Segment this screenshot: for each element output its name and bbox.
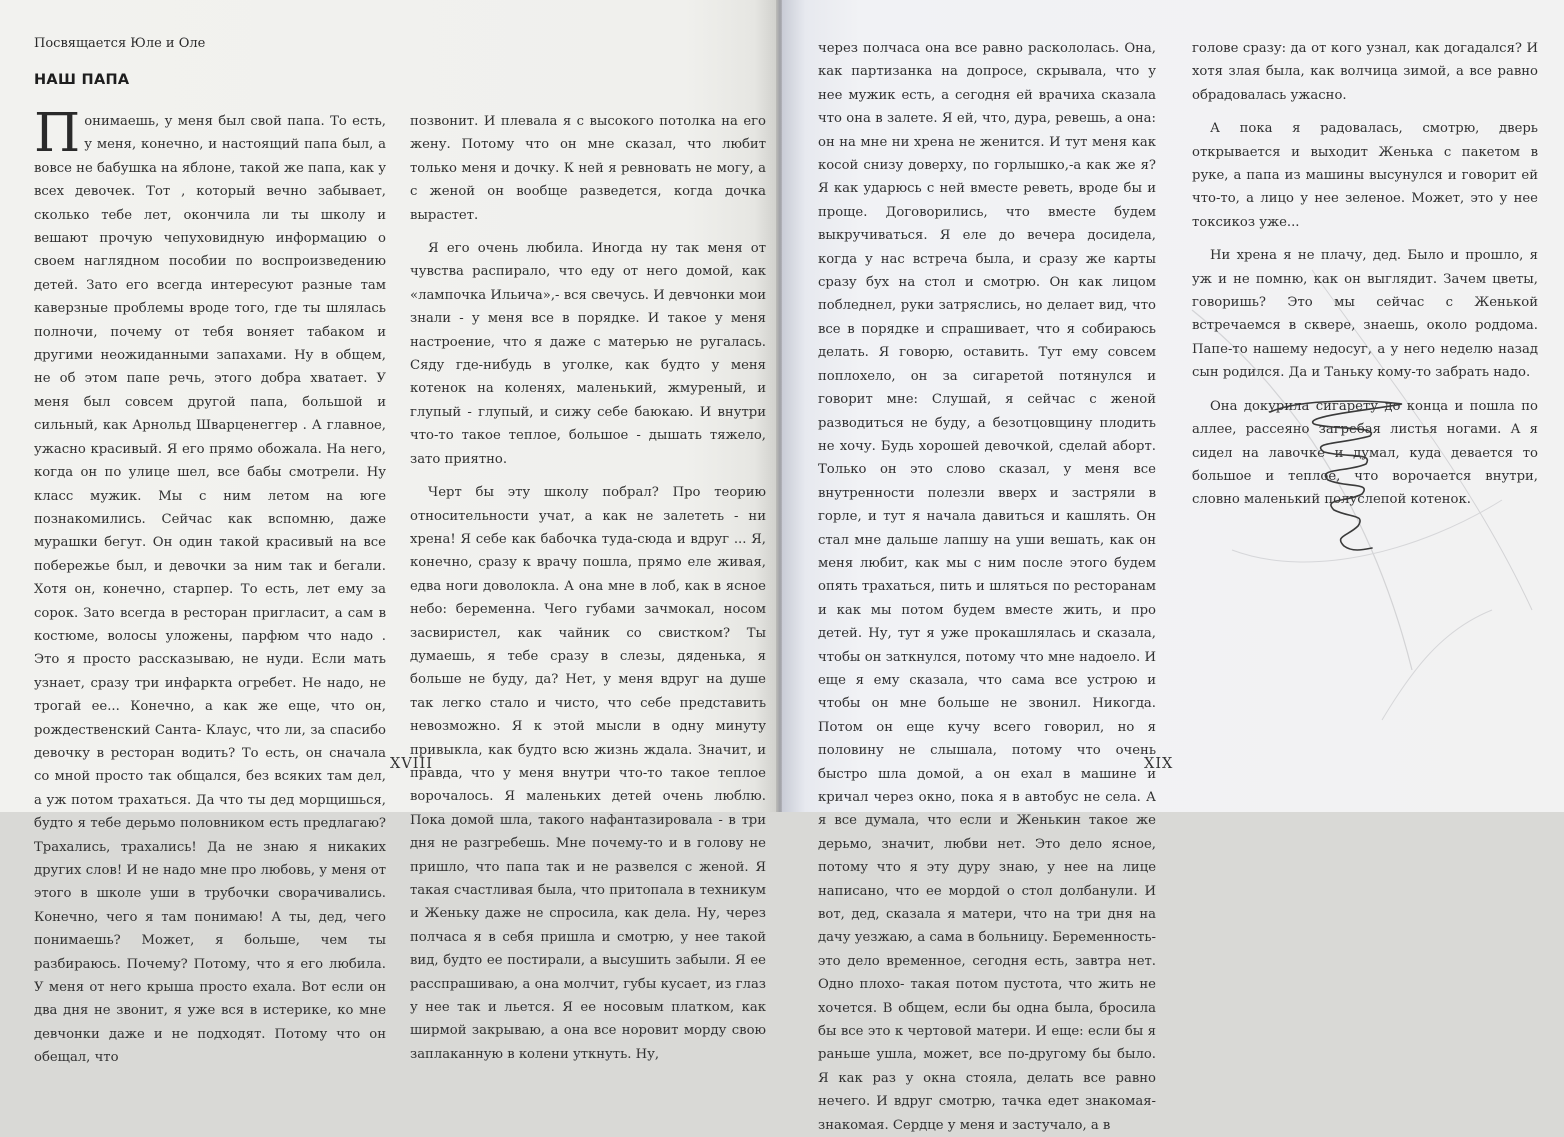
drop-cap: П [34,103,81,164]
paragraph: через полчаса она все равно раскололась. Она, как партизанка на допросе, скрывала, что у нее мужик есть, а сегодня ей врачиха сказала что она в залете. Я ей, что, дура, ревешь, а она: он на мне ни хрена не женится. И тут меня как косой снизу доверху, по горлышко,-а как же я? Я как ударюсь с ней вместе реветь, вроде бы и проще. Договорились, что вместе будем выкручиваться. Я еле до вечера досидела, когда у нас встреча была, и сразу же карты сразу бух на стол и смотрю. Он как лицом побледнел, руки затряслись, но делает вид, что все в порядке и спрашивает, что я собираюсь делать. Я говорю, оставить. Тут ему совсем поплохело, он за сигаретой потянулся и говорит мне: Слушай, я сейчас с женой разводиться не буду, а безотцовщину плодить не хочу. Будь хорошей девочкой, сделай аборт. Только он это слово сказал, у меня все внутренности полезли вверх и застряли в горле, и тут я начала давиться и кашлять. Он стал мне дальше лапшу на уши вешать, как он меня любит, как мы с ним после этого будем опять трахаться, пить и шляться по ресторанам и как мы потом будем вместе жить, и про детей. Ну, тут я уже прокашлялась и сказала, чтобы он заткнулся, потому что мне надоело. И еще я ему сказала, что сама все устрою и чтобы он мне больше не звонил. Никогда. Потом он еще кучу всего говорил, но я половину не слышала, потому что очень быстро шла домой, а он ехал в машине и кричал через окно, пока я в автобус не села. А я все думала, что если и Женькин такое же дерьмо, значит, любви нет. Это дело ясное, потому что я эту дуру знаю, у нее на лице написано, что ее мордой о стол долбанули. И вот, дед, сказала я матери, что на три дня на дачу уезжаю, а сама в больницу. Беременность- это дело временное, сегодня есть, завтра нет. Одно плохо- такая потом пустота, что жить не хочется. В общем, если бы одна была, бросила бы все это к чертовой матери. И еще: если бы я раньше ушла, может, все по-другому бы было. Я как раз у окна стояла, делать все равно нечего. И вдруг смотрю, тачка едет знакомая-знакомая. Сердце у меня и застучало, а в [818,41,1156,1133]
paragraph: позвонит. И плевала я с высокого потолка на его жену. Потому что он мне сказал, что любит только меня и дочку. К ней я ревновать не могу, а с женой он вообще разведется, когда дочка вырастет. [410,114,766,223]
text-column-2 [410,110,766,1066]
paragraph: Ни хрена я не плачу, дед. Было и прошло, я уж и не помню, как он выглядит. Зачем цветы, говоришь? Это мы сейчас с Женькой встречаемся в сквере, знаешь, около роддома. Папе-то нашему недосуг, а у него неделю назад сын родился. Да и Таньку кому-то забрать надо. [1192,248,1538,381]
paragraph: Черт бы эту школу побрал? Про теорию относительности учат, а как не залететь - ни хрена! Я себе как бабочка туда-сюда и вдруг ... Я, конечно, сразу к врачу пошла, прямо еле живая, едва ноги доволокла. А она мне в лоб, как в ясное небо: беременна. Чего губами зачмокал, носом засвиристел, как чайник со свистком? Ты думаешь, я тебе сразу в слезы, дяденька, я больше не буду, да? Нет, у меня вдруг на душе так легко стало и чисто, что себе представить невозможно. Я к этой мысли в одну минуту привыкла, как будто всю жизнь ждала. Значит, и правда, что у меня внутри что-то такое теплое ворочалось. Я маленьких детей очень люблю. Пока домой шла, такого нафантазировала - в три дня не разгребешь. Мне почему-то и в голову не пришло, что папа так и не развелся с женой. Я такая счастливая была, что притопала в техникум и Женьку даже не спросила, как дела. Ну, через полчаса я в себя пришла и смотрю, у нее такой вид, будто ее постирали, а высушить забыли. Я ее расспрашиваю, а она молчит, губы кусает, из глаз у нее так и льется. Я ее носовым платком, как ширмой закрываю, а она все норовит морду свою заплаканную в колени уткнуть. Ну, [410,485,766,1062]
paragraph: Я его очень любила. Иногда ну так меня от чувства распирало, что еду от него домой, как «лампочка Ильича»,- вся свечусь. И девчонки мои знали - у меня все в порядке. И такое у меня настроение, что я даже с матерью не ругалась. Сяду где-нибудь в уголке, как будто у меня котенок на коленях, маленький, жмуреный, и глупый - глупый, и сижу себе баюкаю. И внутри что-то такое теплое, большое - дышать тяжело, зато приятно. [410,241,766,467]
left-page [0,0,778,1066]
text-column-1 [34,103,386,1070]
right-page [782,0,1564,1133]
page-title: НАШ ПАПА [34,72,130,88]
text-column-3 [818,37,1156,1137]
signature-scribble [1262,390,1412,560]
paragraph-text: онимаешь, у меня был свой папа. То есть, у меня, конечно, и настоящий папа был, а вовсе не бабушка на яблоне, такой же папа, как у всех девочек. Тот , который вечно забывает, сколько тебе лет, окончила ли ты школу и вешают прочую чепуховидную информацию о своем наглядном пособии по воспроизведению детей. Зато его всегда интересуют разные там каверзные проблемы вроде того, где ты шлялась полночи, почему от тебя воняет табаком и другими неожиданными запахами. Ну в общем, не об этом папе речь, этого добра хватает. У меня был совсем другой папа, большой и сильный, как Арнольд Шварценеггер . А главное, ужасно красивый. Я его прямо обожала. На него, когда он по улице шел, все бабы смотрели. Ну класс мужик. Мы с ним летом на юге познакомились. Сейчас как вспомню, даже мурашки бегут. Он один такой красивый на все побережье был, и девочки за ним так и бегали. Хотя он, конечно, старпер. То есть, лет ему за сорок. Зато всегда в ресторан пригласит, а сам в костюме, волосы уложены, парфюм что надо . Это я просто рассказываю, не нуди. Если мать узнает, сразу три инфаркта огребет. Не надо, не трогай ее... Конечно, а как же еще, что он, рождественский Санта- Клаус, что ли, за спасибо девочку в ресторан водить? То есть, он сначала со мной просто так общался, без всяких там дел, а уж потом трахаться. Да что ты дед морщишься, будто я тебе дерьмо половником есть предлагаю? Трахались, трахались! Да не знаю я никаких других слов! И не надо мне про любовь, у меня от этого в школе уши в трубочки сворачивались. Конечно, чего я там понимаю! А ты, дед, чего понимаешь? Может, я больше, чем ты разбираюсь. Почему? Потому, что я его любила. У меня от него крыша просто ехала. Вот если он два дня не звонит, я уже вся в истерике, ко мне девчонки даже и не подходят. Потому что он обещал, что [34,114,386,1066]
paragraph [34,103,386,1070]
paragraph: А пока я радовалась, смотрю, дверь открывается и выходит Женька с пакетом в руке, а папа из машины высунулся и говорит ей что-то, а лицо у нее зеленое. Может, это у нее токсикоз уже... [1192,121,1538,230]
dedication: Посвящается Юле и Оле [34,36,206,51]
paragraph: Она докурила сигарету до конца и пошла по аллее, рассеяно загребая листья ногами. А я сидел на лавочке и думал, куда девается то большое и теплое, что ворочается внутри, словно маленький полуслепой котенок. [1192,398,1538,508]
page-number-right: XIX [1144,756,1174,772]
paragraph: голове сразу: да от кого узнал, как догадался? И хотя злая была, как волчица зимой, а все равно обрадовалась ужасно. [1192,41,1538,103]
page-number-left: XVIII [390,756,433,772]
